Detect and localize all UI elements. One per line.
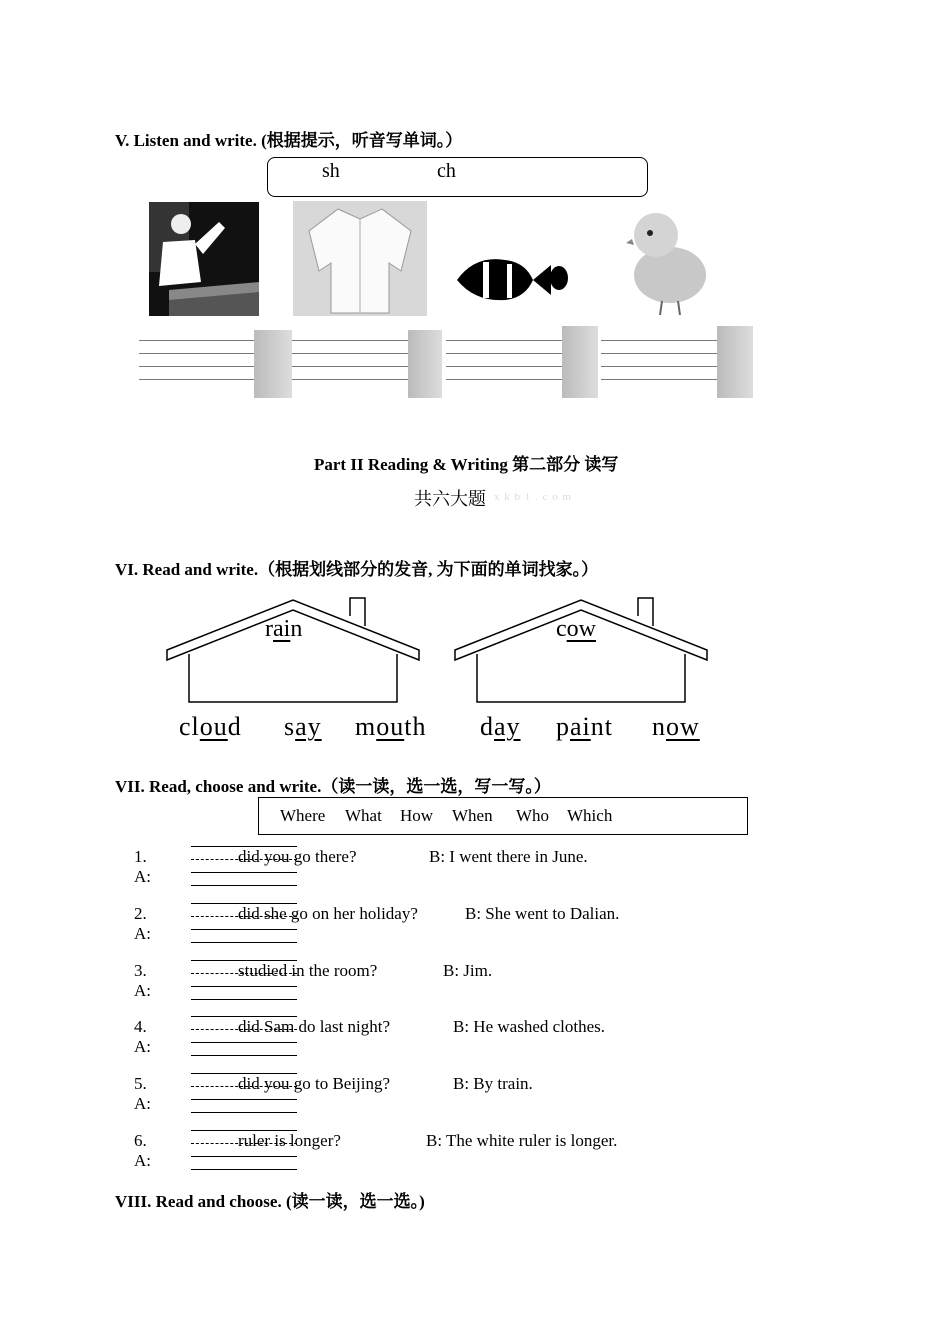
writing-lines-2[interactable] [292, 340, 408, 400]
word-day: day [480, 712, 521, 741]
part-2-title: Part II Reading & Writing 第二部分 读写 [314, 455, 619, 474]
part-2-subtitle: 共六大题 [414, 489, 486, 509]
section-5-title: V. Listen and write. (根据提示，听音写单词。） [115, 131, 463, 150]
teacher-icon [149, 202, 259, 316]
writing-lines-1[interactable] [139, 340, 255, 400]
question-text: did she go on her holiday? [238, 904, 418, 923]
question-number: 1. A: [134, 847, 151, 886]
section-8-title: VIII. Read and choose. (读一读，选一选。) [115, 1192, 425, 1211]
question-number: 2. A: [134, 904, 151, 943]
writing-lines-4[interactable] [601, 340, 717, 400]
word-say: say [284, 712, 322, 741]
choice-what: What [345, 806, 382, 825]
question-text: did Sam do last night? [238, 1017, 391, 1036]
answer-text: B: She went to Dalian. [465, 904, 620, 923]
fish-icon [455, 250, 569, 305]
house-word-rain: rain [265, 616, 303, 642]
question-number: 4. A: [134, 1017, 151, 1056]
letter-hint-ch: ch [437, 160, 456, 182]
fence-post [562, 326, 598, 398]
question-number: 6. A: [134, 1131, 151, 1170]
answer-text: B: He washed clothes. [453, 1017, 606, 1036]
question-number: 3. A: [134, 961, 151, 1000]
house-word-cow: cow [556, 616, 596, 642]
fence-post [254, 330, 292, 398]
fence-post [717, 326, 753, 398]
word-choice-box [258, 797, 748, 835]
word-mouth: mouth [355, 712, 427, 741]
choice-who: Who [516, 806, 550, 825]
word-paint: paint [556, 712, 613, 741]
word-cloud: cloud [179, 712, 242, 741]
question-text: did you go to Beijing? [238, 1074, 391, 1093]
word-now: now [652, 712, 700, 741]
answer-text: B: Jim. [443, 961, 493, 980]
shirt-icon [293, 201, 427, 316]
choice-when: When [452, 806, 493, 825]
choice-where: Where [280, 806, 326, 825]
section-7-title: VII. Read, choose and write.（读一读，选一选，写一写。） [115, 777, 551, 796]
question-number: 5. A: [134, 1074, 151, 1113]
fence-post [408, 330, 442, 398]
chick-icon [626, 205, 710, 315]
answer-text: B: By train. [453, 1074, 533, 1093]
section-6-title: VI. Read and write.（根据划线部分的发音, 为下面的单词找家。） [115, 560, 599, 579]
question-text: ruler is longer? [238, 1131, 341, 1150]
question-text: did you go there? [238, 847, 357, 866]
answer-text: B: The white ruler is longer. [426, 1131, 618, 1150]
question-text: studied in the room? [238, 961, 378, 980]
writing-lines-3[interactable] [446, 340, 562, 400]
watermark: x k b 1 . c o m [494, 491, 572, 503]
answer-text: B: I went there in June. [429, 847, 588, 866]
choice-how: How [400, 806, 434, 825]
letter-hint-sh: sh [322, 160, 340, 182]
choice-which: Which [567, 806, 613, 825]
letter-hint-box [267, 157, 648, 197]
